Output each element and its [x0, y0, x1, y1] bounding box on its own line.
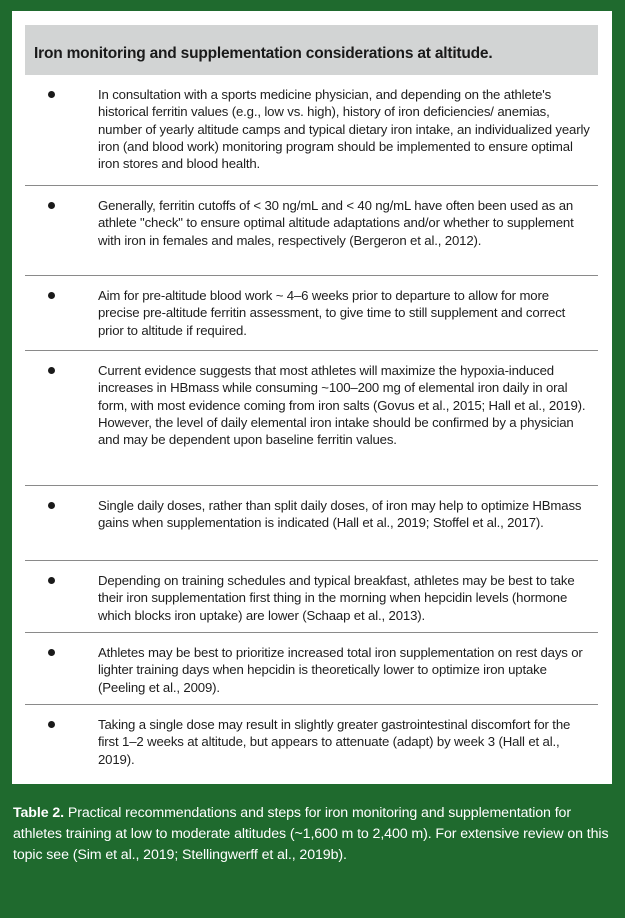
list-item-text: Generally, ferritin cutoffs of < 30 ng/mL and < 40 ng/mL have often been used as an athlete "check" to ensure optimal altitude adaptations and/or whether to supplement with iron in females and males, respectively (Bergeron et al., 2012). — [98, 198, 574, 248]
bullet-icon — [48, 649, 55, 656]
list-item — [25, 486, 598, 561]
recommendation-list — [25, 75, 598, 777]
bullet-icon — [48, 292, 55, 299]
bullet-icon — [48, 202, 55, 209]
list-item-text: Single daily doses, rather than split daily doses, of iron may help to optimize HBmass gains when supplementation is indicated (Hall et al., 2019; Stoffel et al., 2017). — [98, 498, 582, 531]
list-item-text: Depending on training schedules and typical breakfast, athletes may be best to take their iron supplementation first thing in the morning when hepcidin levels (hormone which blocks iron uptake) are lower (Schaap et al., 2013). — [98, 573, 575, 623]
table-caption — [13, 803, 613, 866]
list-item-text: Current evidence suggests that most athletes will maximize the hypoxia-induced increases in HBmass while consuming ~100–200 mg of elemental iron daily in oral form, with most evidence coming from iron salts (Govus et al., 2015; Hall et al., 2019). However, the level of daily elemental iron intake should be confirmed by a physician and may be dependent upon baseline ferritin values. — [98, 363, 586, 448]
bullet-icon — [48, 502, 55, 509]
bullet-icon — [48, 577, 55, 584]
list-item — [25, 633, 598, 705]
list-item — [25, 186, 598, 276]
list-item-text: Athletes may be best to prioritize increased total iron supplementation on rest days or lighter training days when hepcidin is theoretically lower to optimize iron uptake (Peeling et al., 2009). — [98, 645, 583, 695]
list-item — [25, 276, 598, 351]
table-panel — [12, 11, 612, 784]
bullet-icon — [48, 367, 55, 374]
bullet-icon — [48, 721, 55, 728]
list-item — [25, 705, 598, 777]
list-item-text: In consultation with a sports medicine physician, and depending on the athlete's historical ferritin values (e.g., low vs. high), history of iron deficiencies/ anemias, number of yearly altitude camps and typical dietary iron intake, an individualized yearly iron (and blood work) monitoring program should be implemented to ensure optimal iron stores and blood health. — [98, 87, 590, 172]
list-item-text: Taking a single dose may result in slightly greater gastrointestinal discomfort for the first 1–2 weeks at altitude, but appears to attenuate (adapt) by week 3 (Hall et al., 2019). — [98, 717, 571, 767]
list-item — [25, 75, 598, 186]
caption-label: Table 2. — [13, 805, 64, 821]
bullet-icon — [48, 91, 55, 98]
list-item — [25, 351, 598, 486]
caption-text: Practical recommendations and steps for iron monitoring and supplementation for athletes training at low to moderate altitudes (~1,600 m to 2,400 m). For extensive review on this topic see (Sim et al., 2019; Stellingwerff et al., 2019b). — [13, 805, 609, 863]
list-item — [25, 561, 598, 633]
table-title: Iron monitoring and supplementation considerations at altitude. — [25, 25, 598, 75]
list-item-text: Aim for pre-altitude blood work ~ 4–6 weeks prior to departure to allow for more precise pre-altitude ferritin assessment, to give time to still supplement and correct prior to altitude if required. — [98, 288, 566, 338]
